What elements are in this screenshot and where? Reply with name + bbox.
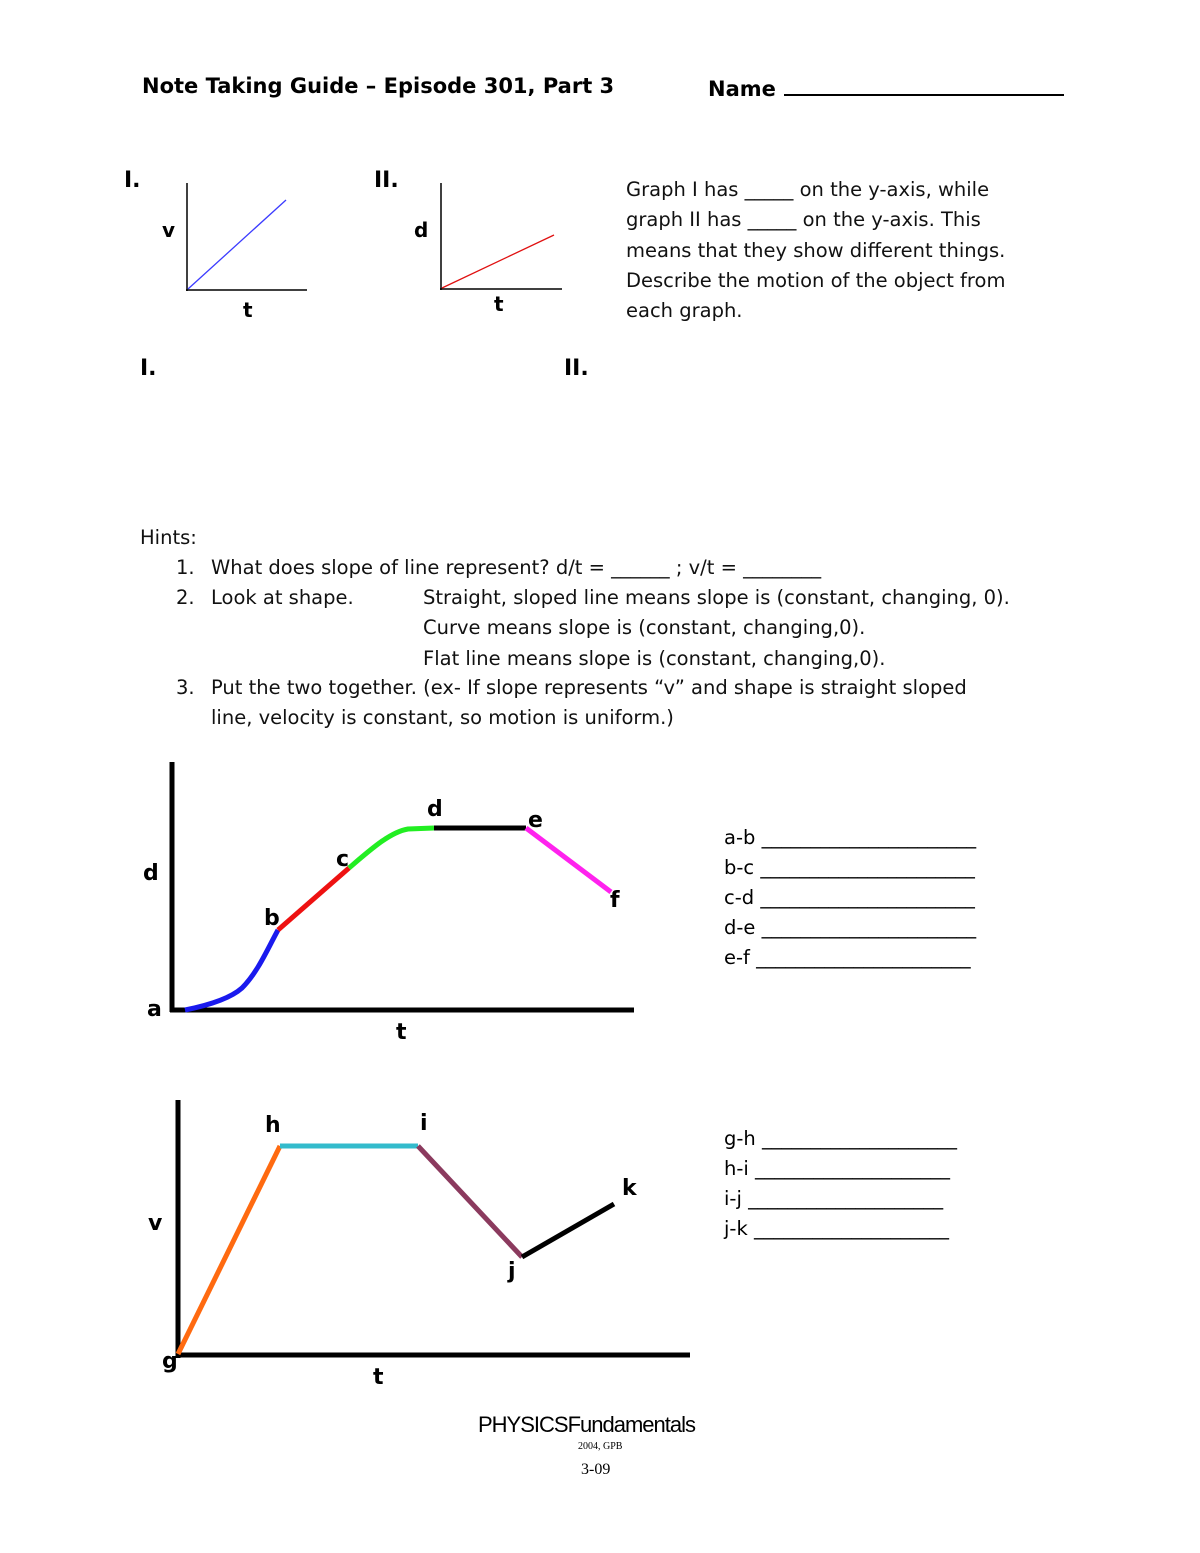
hint-3-text: Put the two together. (ex- If slope represents “v” and shape is straight sloped	[211, 676, 967, 699]
blank-line: ______________________	[761, 826, 977, 849]
point-i-label: i	[420, 1111, 428, 1136]
segment-c-d	[349, 828, 434, 868]
blank-b-c[interactable]	[724, 856, 975, 879]
blank-label: g-h	[724, 1127, 756, 1150]
blank-d-e[interactable]	[724, 916, 976, 939]
question-line: Describe the motion of the object from	[626, 268, 1006, 292]
segment-j-k	[522, 1204, 614, 1257]
blank-label: a-b	[724, 826, 756, 849]
segment-g-h	[178, 1146, 280, 1354]
graph-ii-x-label: t	[494, 292, 504, 316]
blank-line: ____________________	[755, 1157, 951, 1180]
answer-ii-label: II.	[564, 356, 589, 381]
segment-b-c	[278, 868, 349, 930]
hint-2-line: Flat line means slope is (constant, changing,0).	[423, 647, 886, 670]
point-b-label: b	[264, 906, 280, 931]
footer-copyright: 2004, GPB	[578, 1441, 623, 1452]
blank-label: b-c	[724, 856, 755, 879]
blank-g-h[interactable]	[724, 1127, 957, 1150]
blank-label: d-e	[724, 916, 756, 939]
segment-e-f	[526, 828, 611, 892]
point-f-label: f	[610, 888, 620, 913]
hint-1-text: What does slope of line represent? d/t = ______ ; v/t = ________	[211, 556, 822, 579]
graph-v-y-label: v	[148, 1211, 163, 1236]
segment-i-j	[418, 1146, 522, 1257]
segment-a-b	[185, 930, 278, 1010]
blank-line: ______________________	[760, 886, 975, 909]
blank-j-k[interactable]	[724, 1217, 949, 1240]
blank-line: ______________________	[760, 856, 975, 879]
question-line: each graph.	[626, 299, 743, 323]
hint-2-line: Curve means slope is (constant, changing,0).	[423, 616, 866, 639]
blank-label: e-f	[724, 946, 750, 969]
point-c-label: c	[336, 847, 350, 872]
answer-i-label: I.	[140, 356, 157, 381]
hint-3-line: line, velocity is constant, so motion is uniform.)	[211, 706, 674, 729]
hint-2-line: Straight, sloped line means slope is (constant, changing, 0).	[423, 586, 1010, 609]
graph-i-numeral: I.	[124, 168, 141, 193]
hint-1-num: 1.	[176, 556, 195, 579]
blank-label: j-k	[724, 1217, 748, 1240]
hint-3-num: 3.	[176, 676, 195, 699]
question-line: Graph I has _____ on the y-axis, while	[626, 178, 990, 201]
graph-v-x-label: t	[373, 1365, 384, 1390]
graph-ii-numeral: II.	[374, 168, 399, 193]
hints-title: Hints:	[140, 526, 197, 549]
point-d-label: d	[427, 797, 443, 822]
graph-i-x-label: t	[243, 298, 253, 322]
footer-brand: PHYSICSFundamentals	[478, 1412, 695, 1437]
blank-line: ____________________	[753, 1217, 949, 1240]
page-title: Note Taking Guide – Episode 301, Part 3	[142, 74, 615, 98]
hint-2-text: Look at shape.	[211, 586, 354, 609]
blank-label: c-d	[724, 886, 755, 909]
point-e-label: e	[528, 808, 543, 833]
blank-c-d[interactable]	[724, 886, 975, 909]
blank-i-j[interactable]	[724, 1187, 943, 1210]
point-a-label: a	[147, 997, 162, 1022]
hint-2-num: 2.	[176, 586, 195, 609]
graph-ii-y-label: d	[414, 218, 429, 242]
blank-label: i-j	[724, 1187, 742, 1210]
blank-line: ______________________	[761, 916, 977, 939]
blank-line: ______________________	[756, 946, 971, 969]
question-line: graph II has _____ on the y-axis. This	[626, 208, 981, 232]
footer-page-number: 3-09	[581, 1461, 611, 1478]
point-k-label: k	[622, 1176, 637, 1201]
graph-d-y-label: d	[143, 861, 159, 886]
blank-label: h-i	[724, 1157, 749, 1180]
name-label: Name	[708, 77, 776, 101]
blank-line: ____________________	[761, 1127, 957, 1150]
question-line: means that they show different things.	[626, 238, 1006, 262]
point-g-label: g	[162, 1349, 178, 1374]
point-h-label: h	[265, 1113, 281, 1138]
blank-a-b[interactable]	[724, 826, 976, 849]
point-j-label: j	[508, 1259, 516, 1284]
graph-i-y-label: v	[162, 218, 176, 242]
blank-h-i[interactable]	[724, 1157, 950, 1180]
blank-e-f[interactable]	[724, 946, 971, 969]
blank-line: ____________________	[748, 1187, 944, 1210]
graph-d-x-label: t	[396, 1020, 407, 1045]
